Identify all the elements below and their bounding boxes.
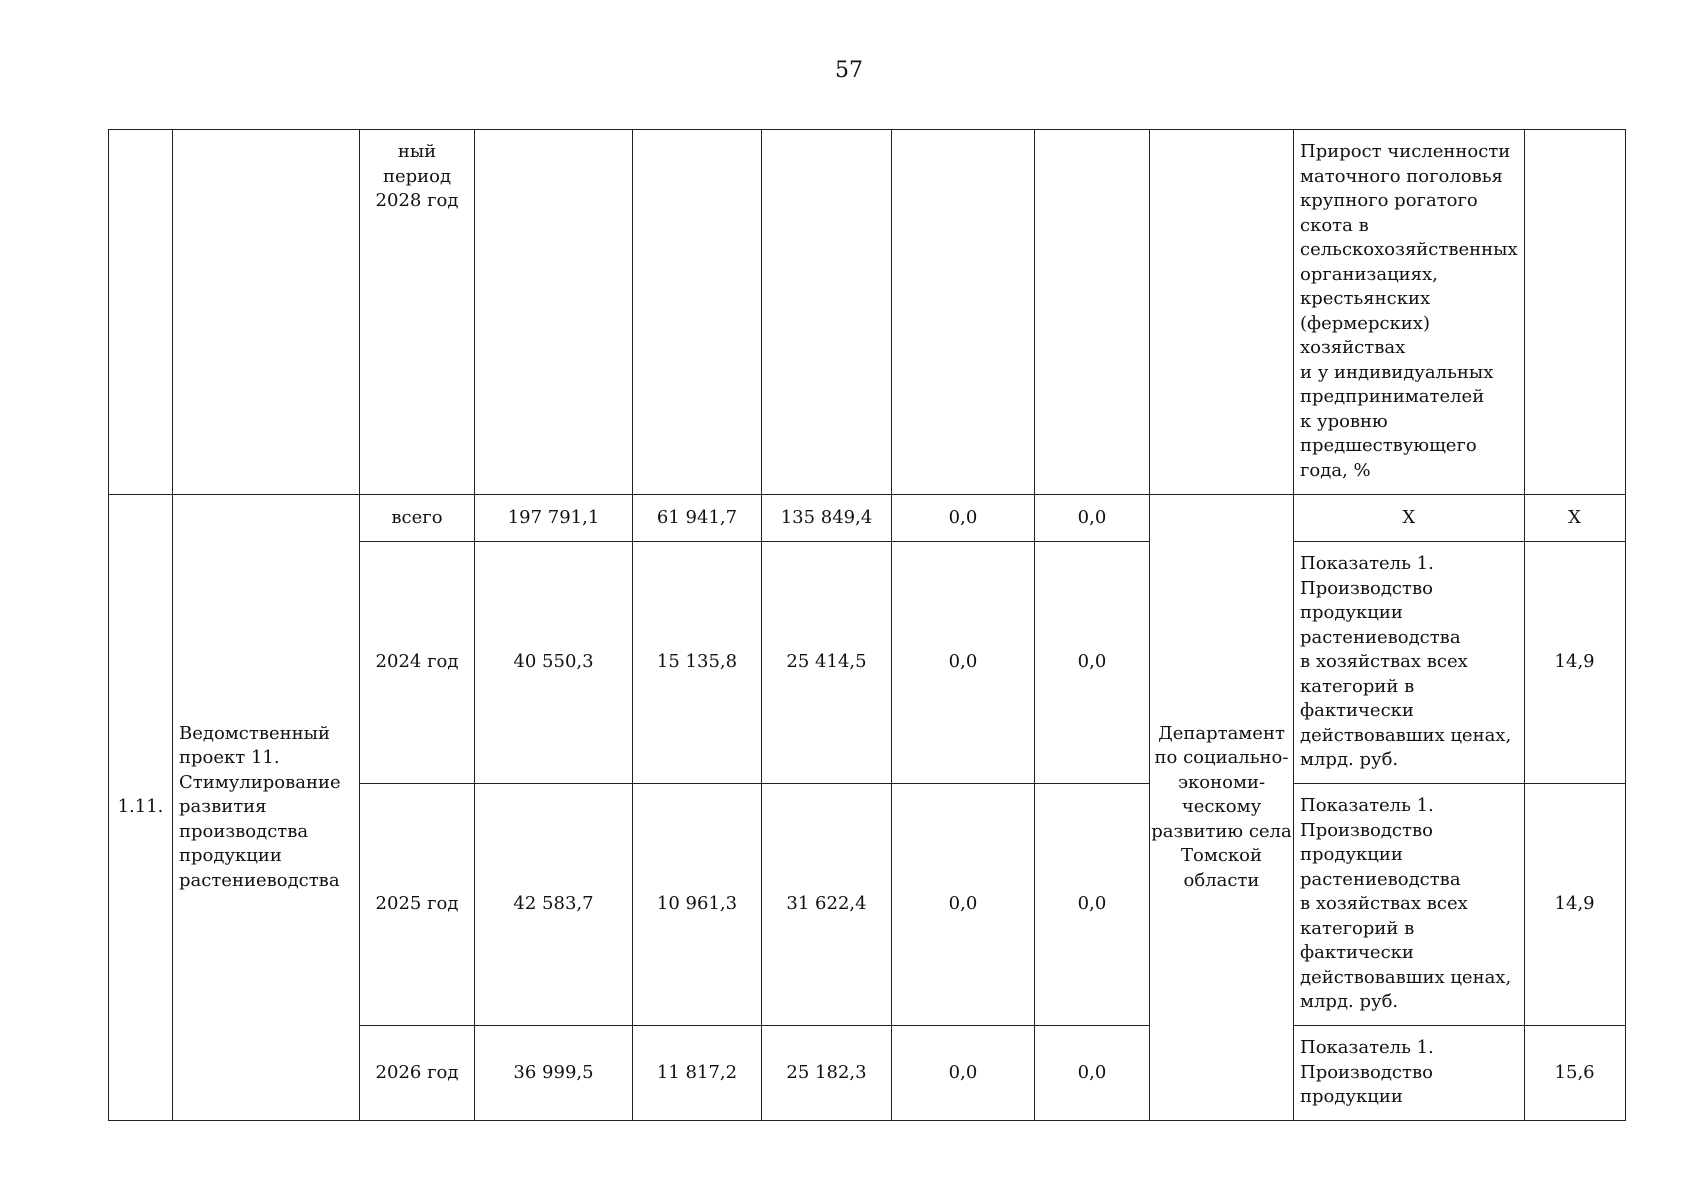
funding-cell [633, 130, 762, 495]
funding-cell: 0,0 [1035, 542, 1150, 784]
indicator-cell: Показатель 1. Производство продукции растениеводства в хозяйствах всех категорий в фактически действовавших ценах, млрд. руб. [1294, 542, 1525, 784]
total-cell: 197 791,1 [475, 495, 633, 542]
table-row [109, 130, 1626, 495]
page-number: 57 [835, 58, 863, 83]
name-cell [173, 130, 360, 495]
funding-cell: 11 817,2 [633, 1026, 762, 1121]
funding-cell: 31 622,4 [762, 784, 892, 1026]
funding-cell: 0,0 [1035, 784, 1150, 1026]
indicator-cell: Показатель 1. Производство продукции [1294, 1026, 1525, 1121]
funding-cell: 15 135,8 [633, 542, 762, 784]
value-cell: Х [1524, 495, 1625, 542]
executor-cell: Департамент по социально- экономи- ческому развитию села Томской области [1150, 495, 1294, 1121]
funding-cell [1035, 130, 1150, 495]
program-table [108, 129, 1626, 1121]
item-name: Ведомственный проект 11. Стимулирование развития производства продукции растениеводства [173, 495, 360, 1121]
executor-cell [1150, 130, 1294, 495]
indicator-cell: Прирост численности маточного поголовья крупного рогатого скота в сельскохозяйственных организациях, крестьянских (фермерских) хозяйствах и у индивидуальных предпринимателей к уровню предшествующего года, % [1294, 130, 1525, 495]
funding-cell: 25 182,3 [762, 1026, 892, 1121]
period-cell: 2026 год [360, 1026, 475, 1121]
funding-cell: 0,0 [892, 1026, 1035, 1121]
funding-cell: 61 941,7 [633, 495, 762, 542]
indicator-cell: Х [1294, 495, 1525, 542]
number-cell [109, 130, 173, 495]
indicator-cell: Показатель 1. Производство продукции растениеводства в хозяйствах всех категорий в фактически действовавших ценах, млрд. руб. [1294, 784, 1525, 1026]
value-cell [1524, 130, 1625, 495]
period-cell: 2025 год [360, 784, 475, 1026]
period-cell: 2024 год [360, 542, 475, 784]
total-cell: 40 550,3 [475, 542, 633, 784]
total-cell: 42 583,7 [475, 784, 633, 1026]
funding-cell [892, 130, 1035, 495]
funding-cell: 10 961,3 [633, 784, 762, 1026]
funding-cell: 25 414,5 [762, 542, 892, 784]
funding-cell: 0,0 [892, 784, 1035, 1026]
total-cell: 36 999,5 [475, 1026, 633, 1121]
item-number: 1.11. [109, 495, 173, 1121]
funding-cell: 0,0 [892, 542, 1035, 784]
funding-cell: 0,0 [892, 495, 1035, 542]
period-cell: ный период 2028 год [360, 130, 475, 495]
funding-cell: 135 849,4 [762, 495, 892, 542]
funding-cell [762, 130, 892, 495]
value-cell: 14,9 [1524, 542, 1625, 784]
value-cell: 15,6 [1524, 1026, 1625, 1121]
table-row [109, 495, 1626, 542]
total-cell [475, 130, 633, 495]
value-cell: 14,9 [1524, 784, 1625, 1026]
funding-cell: 0,0 [1035, 495, 1150, 542]
period-cell: всего [360, 495, 475, 542]
funding-cell: 0,0 [1035, 1026, 1150, 1121]
